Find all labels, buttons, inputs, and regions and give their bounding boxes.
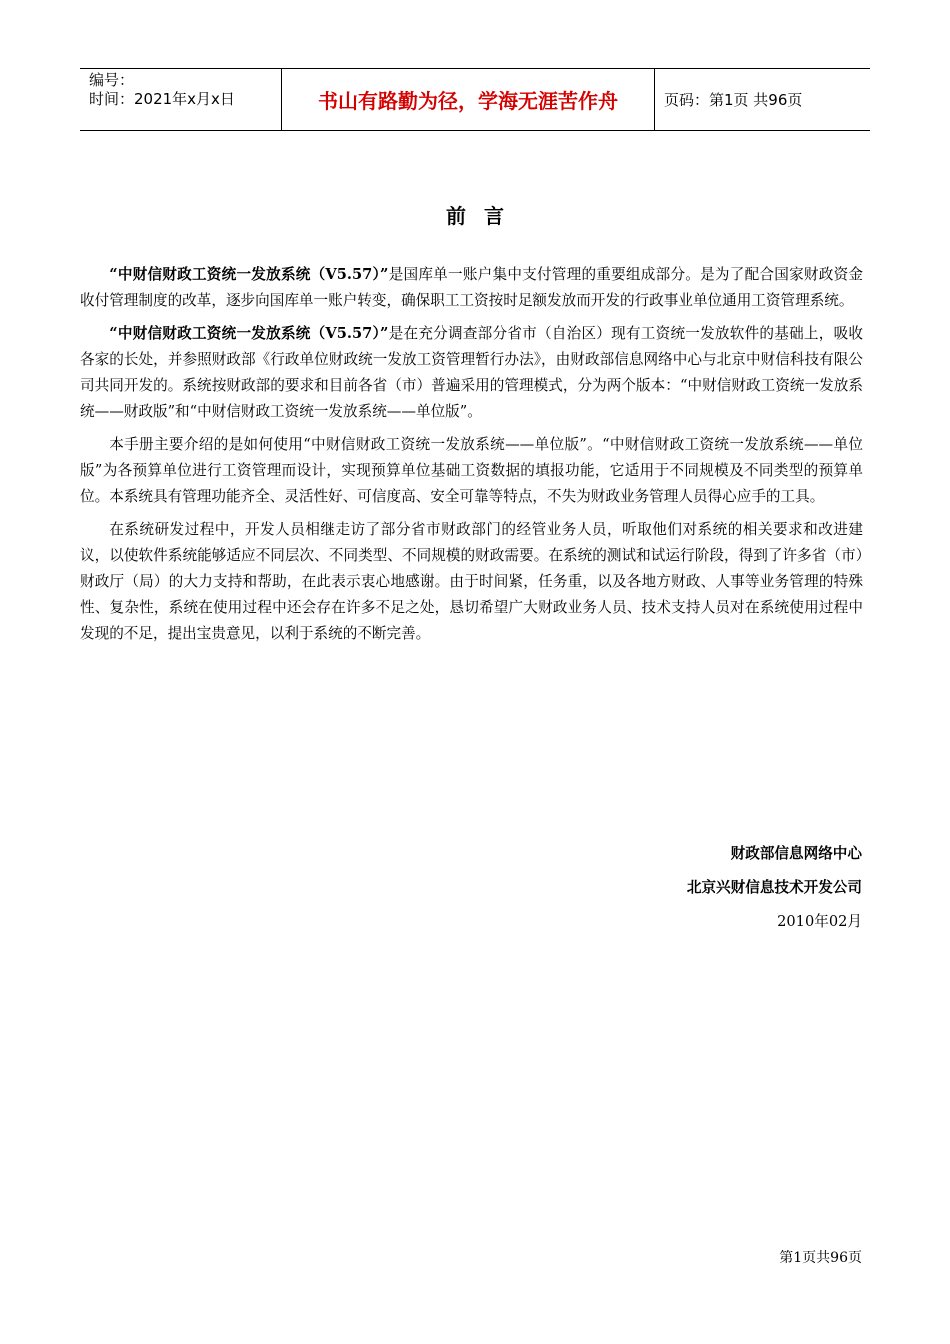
paragraph-3-text: 本手册主要介绍的是如何使用“中财信财政工资统一发放系统——单位版”。“中财信财政工资统一发放系统——单位版”为各预算单位进行工资管理而设计，实现预算单位基础工资数据的填报功能，它适用于不同规模及不同类型的预算单位。本系统具有管理功能齐全、灵活性好、可信度高、安全可靠等特点，不失为财政业务管理人员得心应手的工具。 — [80, 436, 863, 505]
paragraph-2-lead: “中财信财政工资统一发放系统（V5.57）” — [109, 325, 389, 342]
paragraph-4 — [80, 517, 863, 647]
signature-date: 2010年02月 — [777, 913, 862, 930]
header-time: 时间：2021年x月x日 — [89, 90, 235, 108]
document-title: 前言 — [446, 204, 522, 228]
paragraph-2 — [80, 321, 863, 425]
paragraph-3 — [80, 432, 863, 510]
paragraph-1-lead: “中财信财政工资统一发放系统（V5.57）” — [109, 266, 389, 283]
paragraph-2-text: 是在充分调查部分省市（自治区）现有工资统一发放软件的基础上，吸收各家的长处，并参照财政部《行政单位财政统一发放工资管理暂行办法》，由财政部信息网络中心与北京中财信科技有限公司共同开发的。系统按财政部的要求和目前各省（市）普遍采用的管理模式，分为两个版本：“中财信财政工资统一发放系统——财政版”和“中财信财政工资统一发放系统——单位版”。 — [80, 325, 863, 420]
paragraph-4-text: 在系统研发过程中，开发人员相继走访了部分省市财政部门的经管业务人员，听取他们对系统的相关要求和改进建议，以使软件系统能够适应不同层次、不同类型、不同规模的财政需要。在系统的测试和试运行阶段，得到了许多省（市）财政厅（局）的大力支持和帮助，在此表示衷心地感谢。由于时间紧，任务重，以及各地方财政、人事等业务管理的特殊性、复杂性，系统在使用过程中还会存在许多不足之处，恳切希望广大财政业务人员、技术支持人员对在系统使用过程中发现的不足，提出宝贵意见，以利于系统的不断完善。 — [80, 521, 863, 642]
header-number: 编号： — [89, 71, 135, 89]
paragraph-1 — [80, 262, 863, 314]
page-footer: 第1页共96页 — [779, 1250, 862, 1266]
header-motto: 书山有路勤为径，学海无涯苦作舟 — [282, 69, 655, 130]
document-body — [80, 262, 863, 654]
page-header — [80, 68, 870, 131]
header-meta — [80, 69, 282, 130]
paragraph-1-text: 是国库单一账户集中支付管理的重要组成部分。是为了配合国家财政资金收付管理制度的改革，逐步向国库单一账户转变，确保职工工资按时足额发放而开发的行政事业单位通用工资管理系统。 — [80, 266, 863, 309]
signature-org-2: 北京兴财信息技术开发公司 — [686, 879, 862, 896]
signature-org-1: 财政部信息网络中心 — [730, 845, 862, 862]
header-page-info: 页码：第1页 共96页 — [664, 91, 803, 109]
